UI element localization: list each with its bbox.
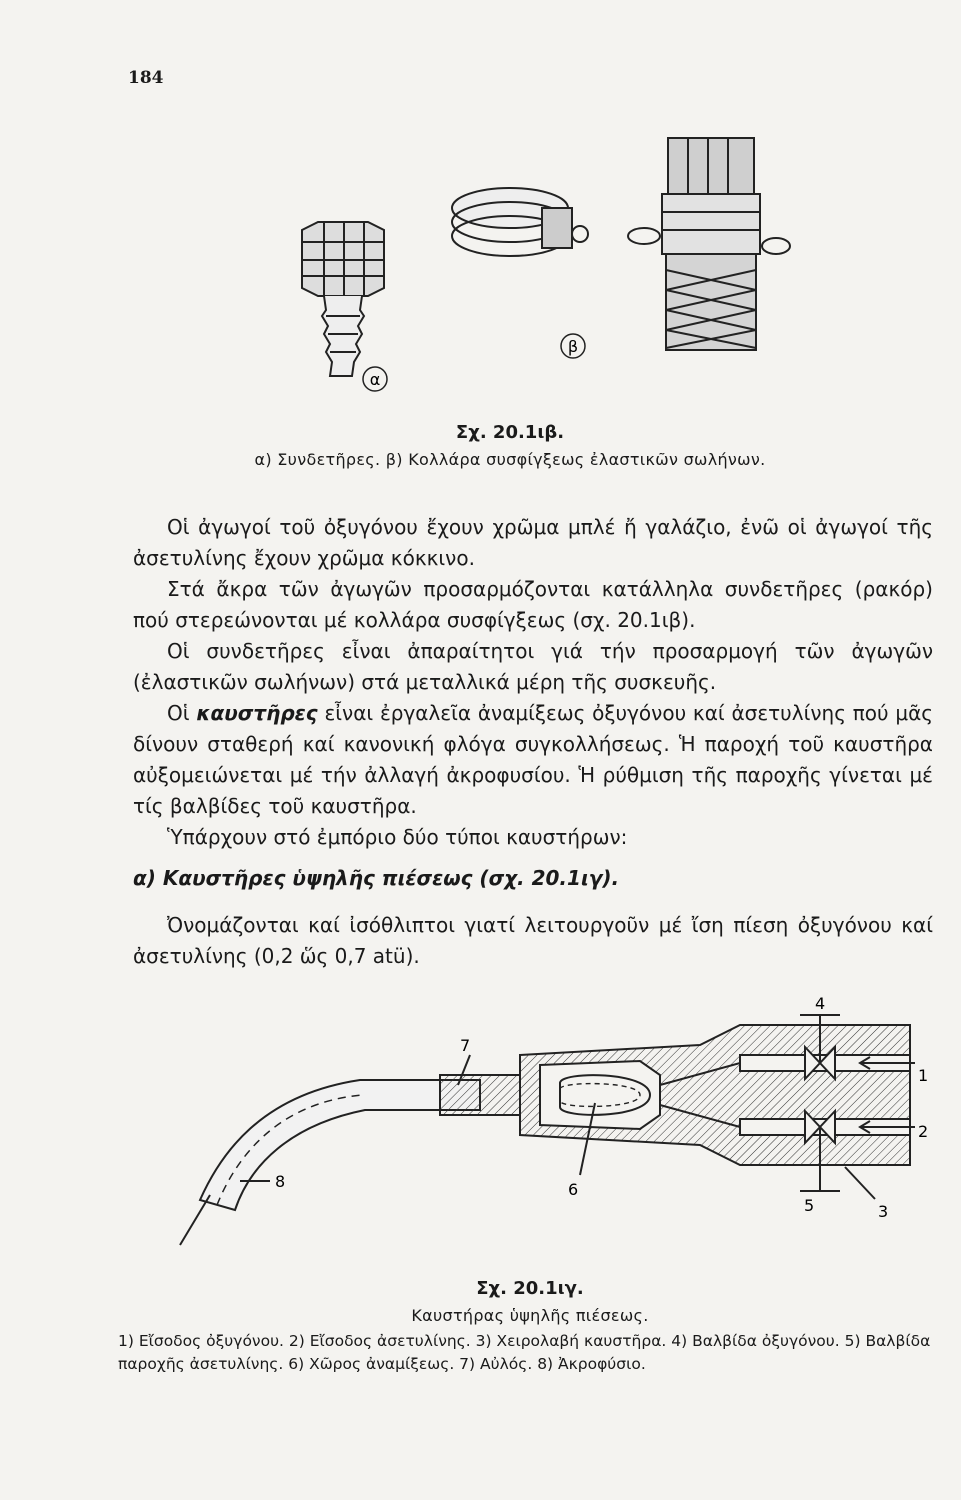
figure-1-caption: α) Συνδετῆρες. β) Κολλάρα συσφίγξεως ἐλαστικῶν σωλήνων. (254, 450, 766, 469)
section-heading: α) Καυστῆρες ὑψηλῆς πιέσεως (σχ. 20.1ιγ). (133, 866, 620, 890)
figure-2-caption: Καυστήρας ὑψηλῆς πιέσεως. (411, 1306, 649, 1325)
connector-drawing (302, 222, 384, 376)
figure-2-legend: 1) Εἴσοδος ὀξυγόνου. 2) Εἴσοδος ἀσετυλίνης. 3) Χειρολαβή καυστῆρα. 4) Βαλβίδα ὀξυγόνου. 5) Βαλβίδα παροχῆς ἀσετυλίνης. 6) Χῶρος ἀναμίξεως. 7) Αὐλός. 8) Ἀκροφύσιο. (118, 1332, 931, 1373)
figure-2-title: Σχ. 20.1ιγ. (476, 1278, 584, 1299)
nozzle (200, 1080, 480, 1210)
term-kaystires: καυστῆρες (196, 701, 318, 725)
label-b: β (567, 337, 579, 356)
label-8: 8 (275, 1172, 286, 1191)
figure-connectors-clamps (280, 130, 800, 410)
paragraph-4 (133, 698, 933, 822)
paragraph-1: Οἱ ἀγωγοί τοῦ ὀξυγόνου ἔχουν χρῶμα μπλέ ἤ γαλάζιο, ἐνῶ οἱ ἀγωγοί τῆς ἀσετυλίνης ἔχουν χρῶμα κόκκινο. (133, 515, 933, 570)
paragraph-5: Ὑπάρχουν στό ἐμπόριο δύο τύποι καυστήρων: (167, 825, 628, 849)
label-2: 2 (918, 1122, 929, 1141)
page-number: 184 (128, 68, 164, 88)
body-text-2 (133, 910, 933, 972)
paragraph-4-start: Οἱ (167, 701, 190, 725)
label-a: α (369, 370, 381, 389)
assembled-hose-drawing (628, 138, 790, 350)
paragraph-2: Στά ἄκρα τῶν ἀγωγῶν προσαρμόζονται κατάλληλα συνδετῆρες (ρακόρ) πού στερεώνονται μέ κολλάρα συσφίγξεως (σχ. 20.1ιβ). (133, 577, 933, 632)
body-text (133, 512, 933, 853)
label-3: 3 (878, 1202, 889, 1221)
label-6: 6 (568, 1180, 579, 1199)
label-5: 5 (804, 1196, 815, 1215)
figure-torch-diagram (140, 985, 940, 1265)
label-4: 4 (815, 994, 826, 1013)
paragraph-6: Ὀνομάζονται καί ἰσόθλιπτοι γιατί λειτουργοῦν μέ ἴση πίεση ὀξυγόνου καί ἀσετυλίνης (0,2 ὥς 0,7 atü). (133, 913, 933, 968)
paragraph-3: Οἱ συνδετῆρες εἶναι ἀπαραίτητοι γιά τήν προσαρμογή τῶν ἀγωγῶν (ἐλαστικῶν σωλήνων) στά μεταλλικά μέρη τῆς συσκευῆς. (133, 639, 933, 694)
label-1: 1 (918, 1066, 929, 1085)
figure-1-title: Σχ. 20.1ιβ. (455, 422, 565, 443)
clamp-drawing (452, 188, 588, 256)
label-7: 7 (460, 1036, 471, 1055)
tube (440, 1075, 520, 1115)
paragraph-4-rest: εἶναι ἐργαλεῖα ἀναμίξεως ὀξυγόνου καί ἀσετυλίνης πού μᾶς δίνουν σταθερή καί κανονική φλόγα συγκολλήσεως. Ἡ παροχή τοῦ καυστῆρα αὐξομειώνεται μέ τήν ἀλλαγή ἀκροφυσίου. Ἡ ρύθμιση τῆς παροχῆς γίνεται μέ τίς βαλβίδες τοῦ καυστῆρα. (133, 701, 934, 818)
